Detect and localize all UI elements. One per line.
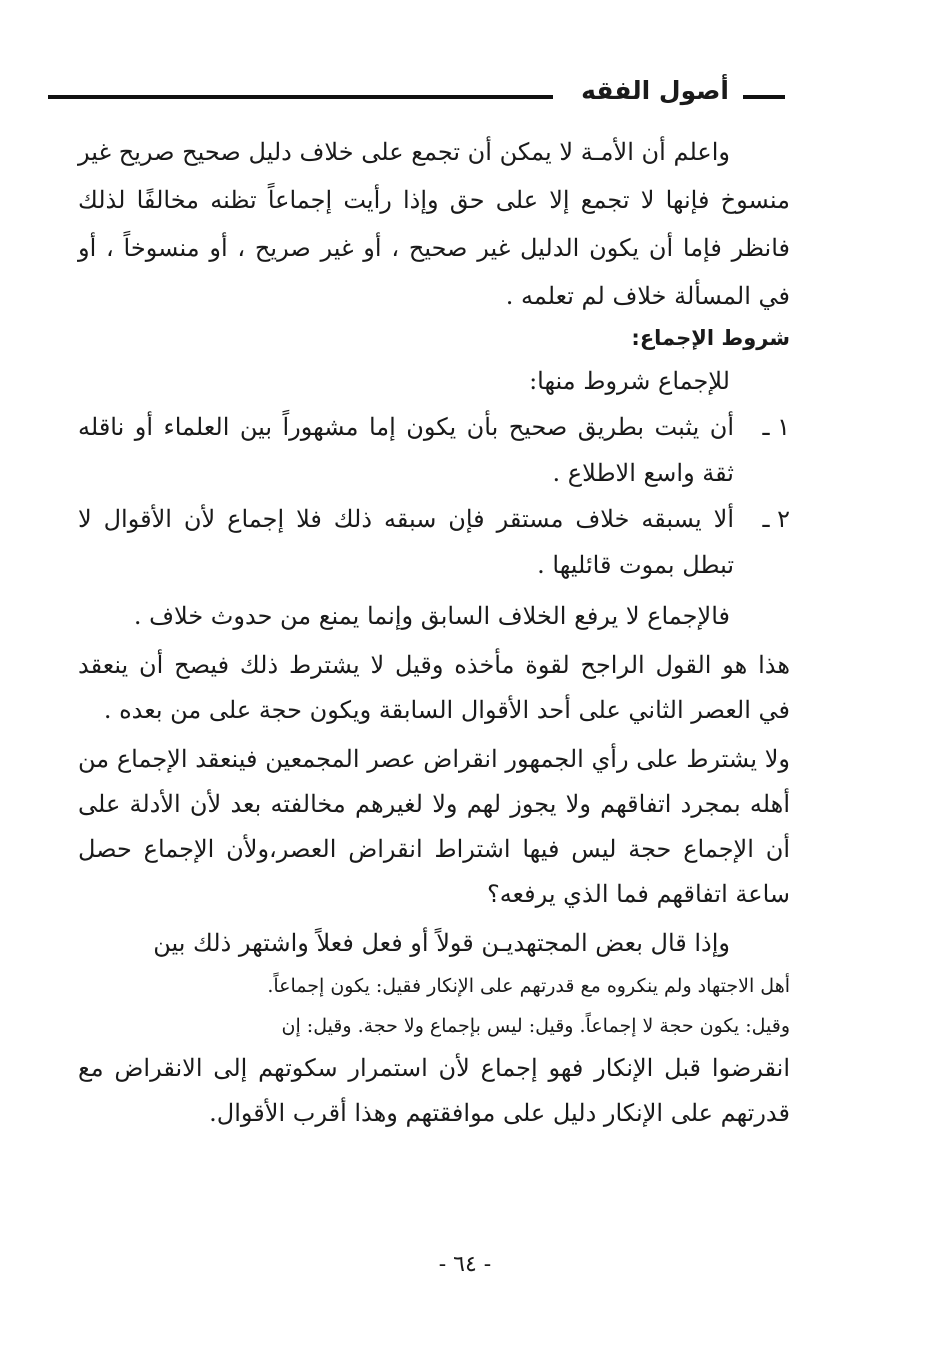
condition-number: ٢ ـ (762, 505, 790, 533)
header-dash (743, 95, 785, 99)
condition-text: ألا يسبقه خلاف مستقر فإن سبقه ذلك فلا إجماع لأن الأقوال لا تبطل بموت قائليها . (78, 505, 734, 579)
condition-item (78, 404, 790, 496)
condition-item (78, 496, 790, 588)
page-body (78, 128, 790, 1136)
condition-number: ١ ـ (762, 413, 790, 441)
condition-text: أن يثبت بطريق صحيح بأن يكون إما مشهوراً بين العلماء أو ناقله ثقة واسع الاطلاع . (78, 413, 734, 487)
page-number: - ٦٤ - (438, 1252, 492, 1277)
running-header (48, 76, 785, 106)
silent-consensus-line: أهل الاجتهاد ولم ينكروه مع قدرتهم على الإنكار فقيل: يكون إجماعاً. (267, 975, 790, 997)
silent-consensus-lead: وإذا قال بعض المجتهديـن قولاً أو فعل فعلاً واشتهر ذلك بين (153, 929, 730, 957)
section-heading: شروط الإجماع: (631, 326, 790, 350)
paragraph: هذا هو القول الراجح لقوة مأخذه وقيل لا يشترط ذلك فيصح أن ينعقد في العصر الثاني على أحد الأقوال السابقة ويكون حجة على من بعده . (78, 651, 790, 724)
conditions-intro: للإجماع شروط منها: (529, 367, 730, 395)
paragraph: ولا يشترط على رأي الجمهور انقراض عصر المجمعين فينعقد الإجماع من أهله بمجرد اتفاقهم ولا يجوز لهم ولا لغيرهم مخالفته بعد لأن الأدلة على أن الإجماع حجة ليس فيها اشتراط انقراض العصر،ولأن الإجماع حصل ساعة اتفاقهم فما الذي يرفعه؟ (78, 745, 790, 908)
paragraph: فالإجماع لا يرفع الخلاف السابق وإنما يمنع من حدوث خلاف . (133, 602, 730, 630)
header-title: أصول الفقه (581, 76, 729, 105)
intro-paragraph: واعلم أن الأمـة لا يمكن أن تجمع على خلاف دليل صحيح صريح غير منسوخ فإنها لا تجمع إلا على حق وإذا رأيت إجماعاً تظنه مخالفًا لذلك فانظر فإما أن يكون الدليل غير صحيح ، أو غير صريح ، أو منسوخاً ، أو في المسألة خلاف لم تعلمه . (78, 138, 790, 310)
silent-consensus-line: وقيل: يكون حجة لا إجماعاً. وقيل: ليس بإجماع ولا حجة. وقيل: إن (281, 1015, 790, 1037)
header-rule (48, 95, 553, 99)
silent-consensus-conclusion: انقرضوا قبل الإنكار فهو إجماع لأن استمرار سكوتهم إلى الانقراض مع قدرتهم على الإنكار دليل على موافقتهم وهذا أقرب الأقوال. (78, 1054, 791, 1127)
